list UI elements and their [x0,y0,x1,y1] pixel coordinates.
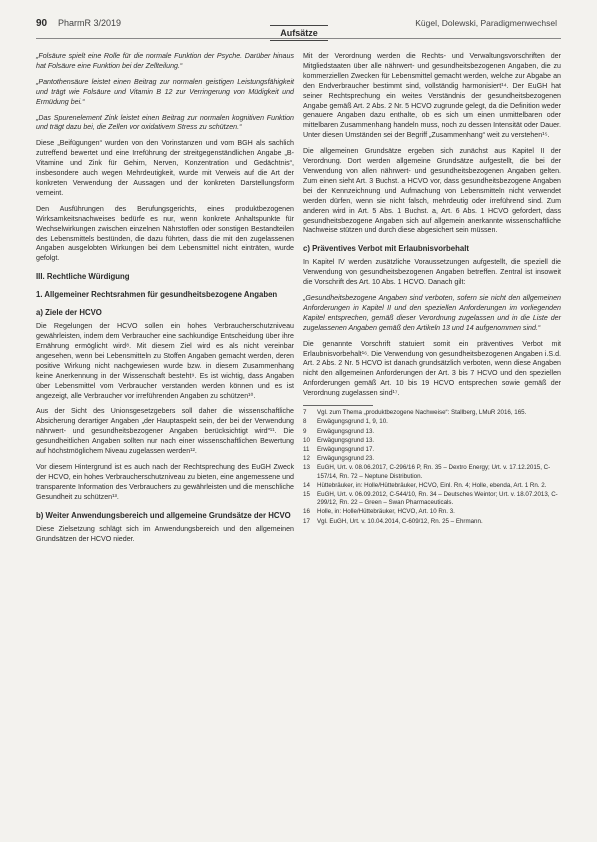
right-column [303,52,561,527]
footnote-number: 8 [303,418,307,426]
journal-issue: PharmR 3/2019 [58,18,122,28]
paragraph: Die genannte Vorschrift statuiert somit ein präventives Verbot mit Erlaubnisvorbehalt¹⁶. Die Verwendung von gesundheitsbezogenen Angaben i.S.d. Art. 2 Abs. 2 Nr. 5 HCVO ist danach grundsätzlich verboten, wenn diese Angaben nicht den allgemeinen Anforderungen der Art. 3 bis 7 HCVO und den speziellen Anforderungen gemäß Art. 10 bis 19 HCVO entsprechen sowie gemäß der Verordnung zugelassen sind¹⁷. [303,339,561,398]
page-number: 90 [36,18,48,29]
footnote-text: EuGH, Urt. v. 06.09.2012, C-544/10, Rn. 34 – Deutsches Weintor; Urt. v. 18.07.2013, C-299/12, Rn. 22 – Green – Swan Pharmaceuticals. [317,490,558,507]
footnote-text: Erwägungsgrund 13. [317,436,375,444]
footnote-text: Erwägungsgrund 23. [317,455,375,463]
footnote-number: 11 [303,445,310,453]
footnote-number: 10 [303,436,310,444]
footnote [303,455,561,463]
heading-1: 1. Allgemeiner Rechtsrahmen für gesundheitsbezogene Angaben [36,290,278,300]
quote-pantothensaeure: „Pantothensäure leistet einen Beitrag zur normalen geistigen Leistungsfähigkeit und trägt wie Folsäure und Vitamin B 12 zur Verringerung von Müdigkeit und Ermüdung bei.“ [36,77,294,106]
footnote [303,482,561,490]
footnote-number: 15 [303,490,310,498]
footnote-text: Erwägungsgrund 13. [317,427,375,435]
footnote-text: Vgl. zum Thema „produktbezogene Nachweise“: Stallberg, LMuR 2016, 165. [317,409,527,417]
section-title: Aufsätze [270,25,328,41]
footnote-text: EuGH, Urt. v. 08.06.2017, C-296/16 P, Rn. 35 – Dextro Energy; Urt. v. 17.12.2015, C-157/14, Rn. 72 – Neptune Distribution. [317,464,551,480]
footnote-text: Erwägungsgrund 1, 9, 10. [317,418,388,426]
paragraph: In Kapitel IV werden zusätzliche Voraussetzungen aufgestellt, die speziell die Verwendung von gesundheitsbezogenen Angaben betreffen. Zentral ist insoweit die Vorschrift des Art. 10 Abs. 1 HCVO. Danach gilt: [303,258,561,287]
footnote-number: 7 [303,409,307,417]
heading-c: c) Präventives Verbot mit Erlaubnisvorbehalt [303,244,469,254]
footnote-text: Hüttebräuker, in: Holle/Hüttebräuker, HCVO, Einl. Rn. 4; Holle, ebenda, Art. 1 Rn. 2. [317,481,547,489]
footnotes [303,409,561,526]
footnote [303,418,561,426]
paragraph: Die Regelungen der HCVO sollen ein hohes Verbraucherschutzniveau gewährleisten, indem dem Verbraucher eine sachkundige Entscheidung über ihre Ernährung ermöglicht wird⁸. Mit diesem Ziel wird es als nicht vereinbar angesehen, wenn bei Lebensmitteln zu Stoffen Angaben gemacht werden, deren positive Wirkung nicht nachgewiesen wurde bzw. in diesem Zusammenhang keine Anerkennung in der Wissenschaft besteht⁹. Es ist wichtig, dass Angaben über Lebensmittel vom Verbraucher verstanden werden können und es ist angezeigt, alle Verbraucher vor irreführenden Angaben zu schützen¹⁰. [36,322,294,400]
footnote-text: Vgl. EuGH, Urt. v. 10.04.2014, C-609/12, Rn. 25 – Ehrmann. [317,517,483,525]
footnote-number: 14 [303,481,310,489]
quote-zink: „Das Spurenelement Zink leistet einen Beitrag zur normalen kognitiven Funktion und trägt dazu bei, die Zellen vor oxidativem Stress zu schützen.“ [36,113,294,132]
heading-iii: III. Rechtliche Würdigung [36,272,130,282]
quote-folsaeure: „Folsäure spielt eine Rolle für die normale Funktion der Psyche. Darüber hinaus hat Folsäure eine Funktion bei der Zellteilung.“ [36,52,294,70]
paragraph: Diese „Beifügungen“ wurden von den Vorinstanzen und vom BGH als sachlich zutreffend bewertet und eine Irreführung der streitgegenständlichen Angabe „B-Vitamine und Zink für Gehirn, Nerven, Konzentration und Gedächtnis“, insbesondere auch wegen Mehrdeutigkeit, wurde mit Verweis auf die Art der konkreten Verwendung der Aussagen und der konkreten Darstellungsform verneint. [36,139,294,197]
footnote-rule [303,405,373,406]
header-rule [36,38,561,39]
paragraph: Diese Zielsetzung schlägt sich im Anwendungsbereich und den allgemeinen Grundsätzen der HCVO nieder. [36,524,294,543]
footnote [303,491,561,507]
paragraph: Mit der Verordnung werden die Rechts- und Verwaltungsvorschriften der Mitgliedstaaten über alle nährwert- und gesundheitsbezogenen Angaben, die zu kommerziellen Zwecken für Lebensmittel gemacht werden, welche zur Abgabe an den Endverbraucher bestimmt sind, vollständig harmonisiert¹⁴. Der EuGH hat seiner Rechtsprechung ein weites Verständnis der gesundheitsbezogenen Angabe gemäß Art. 2 Abs. 2 Nr. 5 HCVO zugrunde gelegt, da die Definition weder genauere Angaben dazu enthalte, ob es sich um einen unmittelbaren oder mittelbaren Zusammenhang handeln muss, noch zu dessen Intensität oder Dauer. Unter diesen Umständen sei der Begriff „Zusammenhang“ weit zu verstehen¹⁵. [303,52,561,140]
paragraph: Vor diesem Hintergrund ist es auch nach der Rechtsprechung des EuGH Zweck der HCVO, ein hohes Verbraucherschutzniveau zu bieten, eine angemessene und transparente Information des Verbrauchers zu gewährleisten und die menschliche Gesundheit zu schützen¹³. [36,463,294,501]
heading-a: a) Ziele der HCVO [36,308,102,318]
footnote [303,409,561,417]
footnote-number: 9 [303,427,307,435]
page-header [0,0,597,40]
paragraph: Aus der Sicht des Unionsgesetzgebers soll daher die wissenschaftliche Absicherung derartiger Angaben „der Hauptaspekt sein, der bei der Verwendung nährwert- und gesundheitsbezogener Angaben berücksichtigt wird“¹¹. Die gesundheitlichen Angaben sollten nur nach einer wissenschaftlichen Bewertung auf höchstmöglichem Niveau zugelassen werden¹². [36,407,294,456]
footnote-number: 13 [303,464,310,472]
footnote [303,437,561,445]
footnote-text: Holle, in: Holle/Hüttebräuker, HCVO, Art. 10 Rn. 3. [317,508,455,516]
paragraph: Die allgemeinen Grundsätze ergeben sich zunächst aus Kapitel II der Verordnung. Dort werden allgemeine Grundsätze aufgestellt, die bei der Verwendung von allen nährwert- und gesundheitsbezogenen Angaben gelten. Zum einen sieht Art. 3 Buchst. a HCVO vor, dass gesundheitsbezogene Angaben bei der Kennzeichnung und Aufmachung von Lebensmitteln nicht verwendet werden dürfen, wenn sie nicht falsch, mehrdeutig oder irreführend sind. Zum anderen wird in Art. 5 Abs. 1 Buchst. a, Art. 6 Abs. 1 HCVO gefordert, dass gesundheitsbezogene Angaben sich auf allgemein anerkannte wissenschaftliche Nachweise stützen und durch diese abgesichert sein müssen. [303,147,561,235]
footnote-number: 16 [303,508,310,516]
footnote [303,428,561,436]
running-head: Kügel, Dolewski, Paradigmenwechsel [415,18,557,28]
footnote-text: Erwägungsgrund 17. [317,445,375,453]
footnote-number: 12 [303,455,310,463]
quote-art10: „Gesundheitsbezogene Angaben sind verboten, sofern sie nicht den allgemeinen Anforderungen in Kapitel II und den speziellen Anforderungen im vorliegenden Kapitel entsprechen, gemäß dieser Verordnung zugelassen und in die Liste der zugelassenen Angaben gemäß den Artikeln 13 und 14 aufgenommen sind.“ [303,294,561,332]
heading-b: b) Weiter Anwendungsbereich und allgemeine Grundsätze der HCVO [36,510,291,520]
footnote [303,508,561,516]
paragraph: Den Ausführungen des Berufungsgerichts, eines produktbezogenen Wirksamkeitsnachweises bedürfe es nur, wenn konkrete Anhaltspunkte für Wechselwirkungen zwischen einzelnen Nährstoffen oder sonstigen Bestandteilen des Lebensmittels bestünden, die dazu führten, dass die mit den zugelassenen Angaben ausgelobten Wirkungen bei dem Lebensmittel nicht einträten, wurde gefolgt. [36,204,294,263]
footnote [303,464,561,480]
footnote-number: 17 [303,517,310,525]
footnote [303,518,561,526]
footnote [303,446,561,454]
left-column [36,52,294,550]
